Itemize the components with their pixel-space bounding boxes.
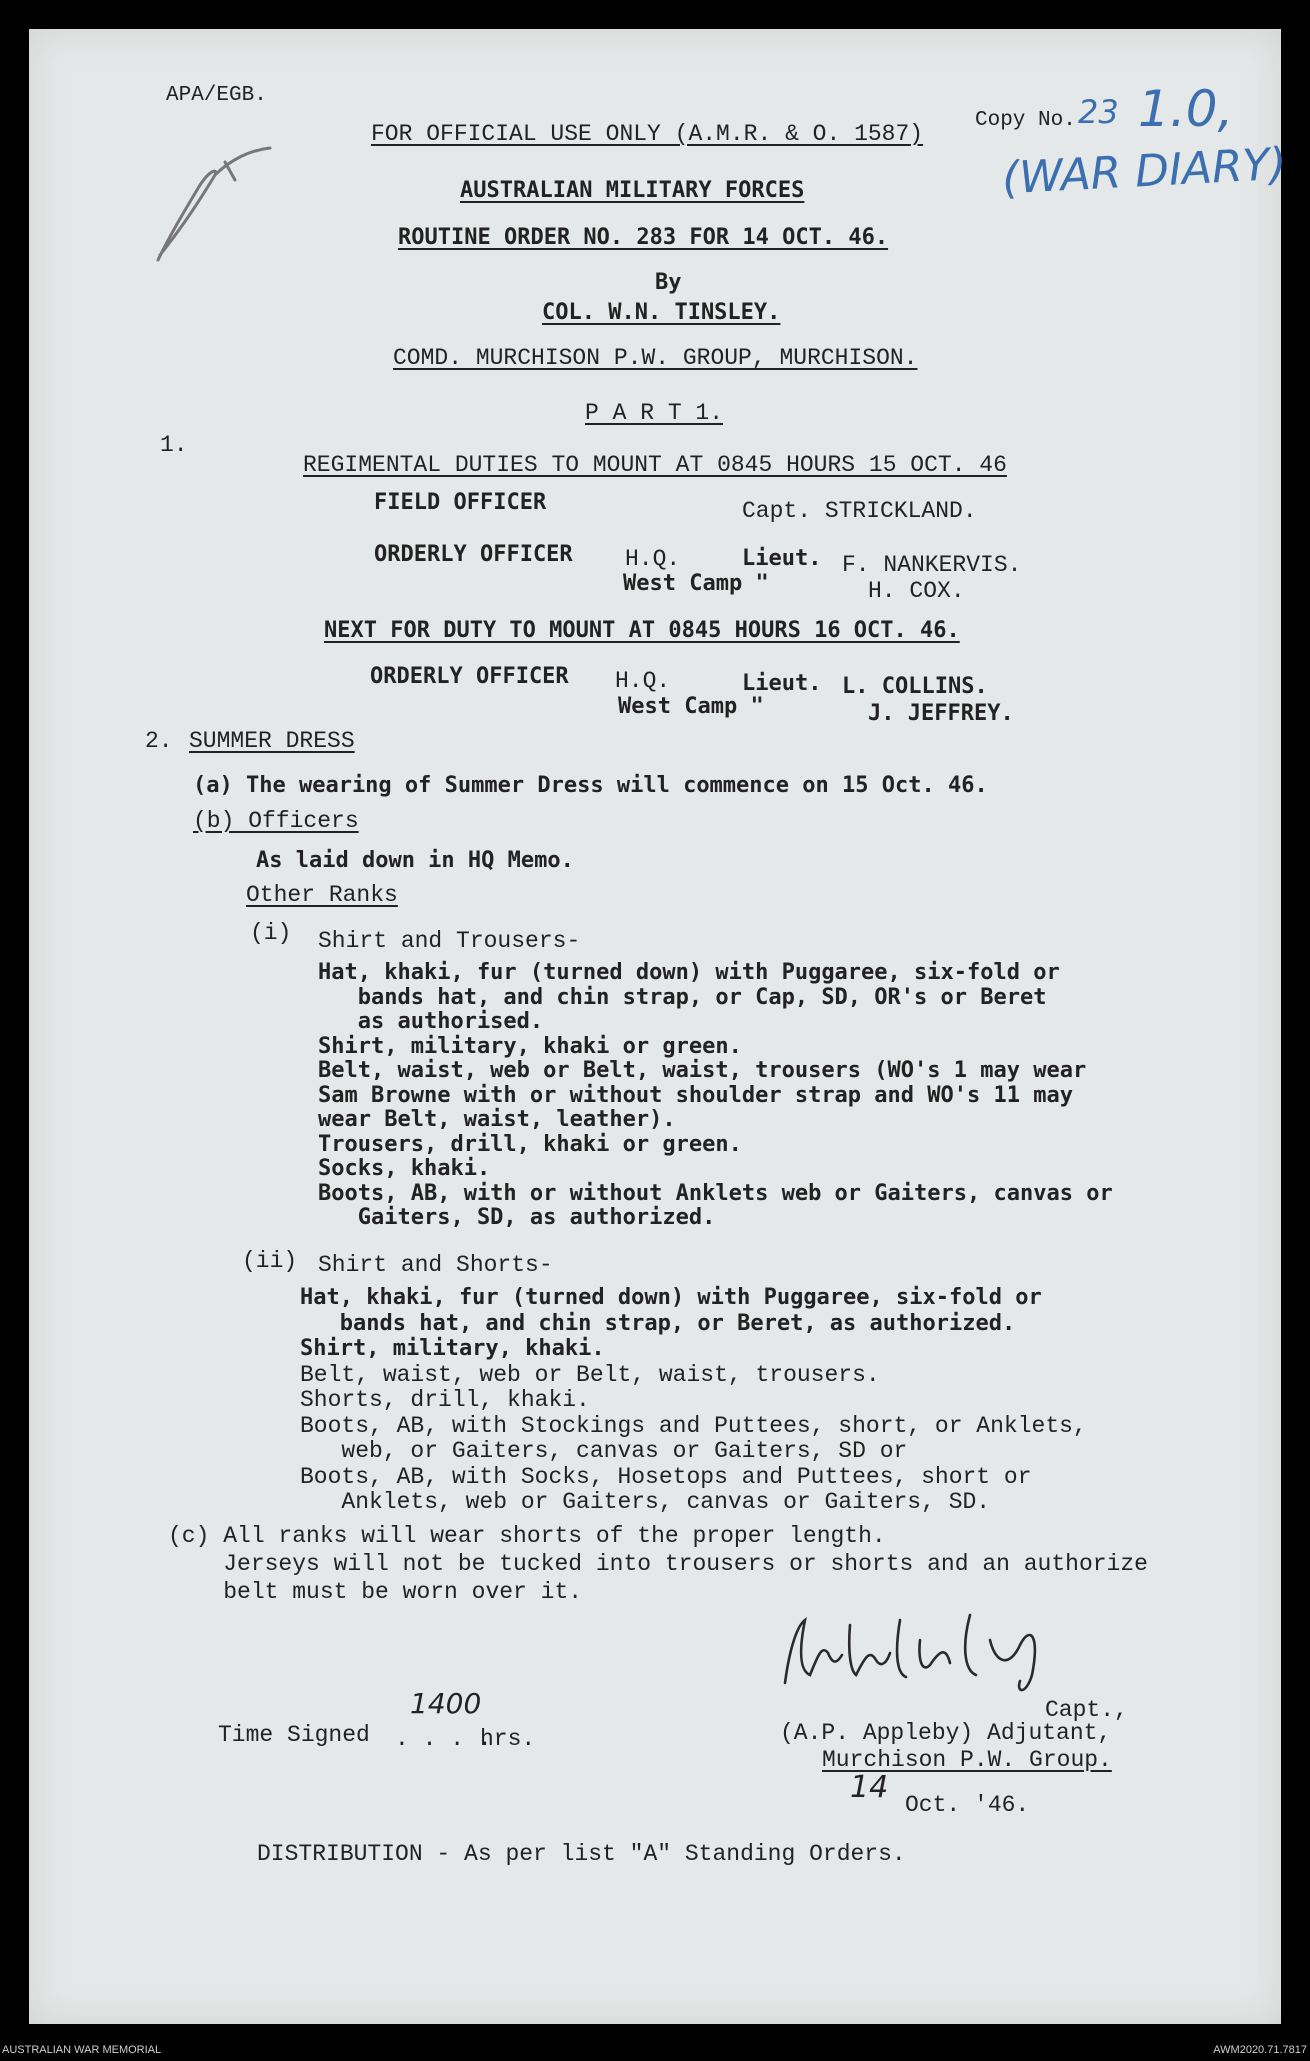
list-line: Sam Browne with or without shoulder strap and WO's 11 may (318, 1082, 1073, 1108)
item-c (168, 1525, 1248, 1615)
field-officer-name: Capt. STRICKLAND. (742, 498, 977, 524)
adjutant-signature (770, 1605, 1080, 1695)
list-line: Shorts, drill, khaki. (300, 1387, 590, 1413)
distribution-line: DISTRIBUTION - As per list "A" Standing Orders. (257, 1841, 906, 1867)
subitem-i-title: Shirt and Trousers- (318, 928, 581, 954)
official-use-heading: FOR OFFICIAL USE ONLY (A.M.R. & O. 1587) (371, 121, 924, 147)
list-line: Boots, AB, with Socks, Hosetops and Puttees, short or (300, 1463, 1032, 1490)
list-line: Trousers, drill, khaki or green. (318, 1131, 742, 1157)
next-lieut-label: Lieut. (742, 671, 822, 696)
next-hq-label: H.Q. (615, 668, 671, 694)
list-line: belt must be worn over it. (168, 1579, 583, 1605)
list-line: wear Belt, waist, leather). (318, 1107, 676, 1132)
hrs-label: hrs. (480, 1726, 536, 1752)
date-rest: Oct. '46. (905, 1792, 1030, 1818)
field-officer-label: FIELD OFFICER (374, 490, 547, 515)
subitem-ii-title: Shirt and Shorts- (318, 1252, 553, 1278)
list-line: Belt, waist, web or Belt, waist, trousers (WO's 1 may wear (318, 1058, 1087, 1083)
list-line: Belt, waist, web or Belt, waist, trousers. (300, 1361, 880, 1388)
list-line: Hat, khaki, fur (turned down) with Puggaree, six-fold or (318, 960, 1060, 985)
orderly-officer-1: F. NANKERVIS. (842, 552, 1022, 578)
list-line: bands hat, and chin strap, or Cap, SD, OR's or Beret (318, 984, 1047, 1010)
part-heading: P A R T 1. (585, 400, 724, 426)
capt-label: Capt., (1045, 1697, 1128, 1723)
duties-heading: REGIMENTAL DUTIES TO MOUNT AT 0845 HOURS 15 OCT. 46 (303, 452, 1007, 478)
routine-order-heading: ROUTINE ORDER NO. 283 FOR 14 OCT. 46. (398, 225, 889, 250)
adjutant-name: (A.P. Appleby) Adjutant, (780, 1720, 1112, 1746)
copy-label: Copy No. (975, 109, 1076, 132)
file-reference: APA/EGB. (166, 84, 267, 107)
by-label: By (655, 270, 682, 295)
next-orderly-officer-1: L. COLLINS. (842, 674, 988, 699)
hq-label: H.Q. (625, 546, 681, 572)
group-name: Murchison P.W. Group. (822, 1747, 1112, 1773)
commanding-officer: COL. W.N. TINSLEY. (542, 300, 781, 325)
archive-reference: AWM2020.71.7817 (1213, 2044, 1307, 2056)
subitem-i-list (318, 962, 1218, 1232)
list-line: Boots, AB, with or without Anklets web or Gaiters, canvas or (318, 1180, 1113, 1206)
summer-dress-heading: SUMMER DRESS (189, 728, 355, 754)
time-signed-label: Time Signed (218, 1722, 370, 1748)
lieut-label: Lieut. (742, 546, 822, 571)
archive-credit: AUSTRALIAN WAR MEMORIAL (2, 2044, 162, 2056)
list-line: Jerseys will not be tucked into trousers or shorts and an authorize (168, 1551, 1148, 1577)
forces-heading: AUSTRALIAN MILITARY FORCES (460, 178, 805, 203)
list-line: Hat, khaki, fur (turned down) with Puggaree, six-fold or (300, 1285, 1042, 1310)
subitem-ii-list (300, 1287, 1200, 1527)
section-1-number: 1. (160, 432, 188, 458)
list-line: Shirt, military, khaki. (300, 1336, 605, 1361)
copy-number-handwritten: 1.0, (1138, 80, 1234, 138)
list-line: Socks, khaki. (318, 1156, 491, 1181)
west-camp-label: West Camp " (623, 571, 769, 596)
list-line: Shirt, military, khaki or green. (318, 1033, 742, 1059)
pencil-mark (140, 140, 290, 270)
time-signed-dots: . . . . (395, 1726, 492, 1752)
list-line: web, or Gaiters, canvas or Gaiters, SD or (300, 1438, 908, 1464)
subitem-i-label: (i) (250, 920, 292, 946)
list-line: as authorised. (318, 1009, 544, 1034)
item-a: (a) The wearing of Summer Dress will commence on 15 Oct. 46. (193, 773, 988, 798)
command-heading: COMD. MURCHISON P.W. GROUP, MURCHISON. (393, 345, 918, 371)
orderly-officer-2: H. COX. (868, 578, 965, 604)
other-ranks-heading: Other Ranks (246, 882, 398, 908)
section-2-number: 2. (145, 728, 173, 754)
list-line: Gaiters, SD, as authorized. (318, 1205, 716, 1230)
officers-text: As laid down in HQ Memo. (256, 848, 574, 873)
date-day-handwritten: 14 (850, 1770, 889, 1805)
item-b-officers: (b) Officers (193, 808, 359, 834)
next-west-camp-label: West Camp " (618, 694, 764, 719)
subitem-ii-label: (ii) (242, 1248, 298, 1274)
next-duty-heading: NEXT FOR DUTY TO MOUNT AT 0845 HOURS 16 OCT. 46. (324, 618, 960, 643)
list-line: bands hat, and chin strap, or Beret, as authorized. (300, 1310, 1016, 1336)
list-line: Anklets, web or Gaiters, canvas or Gaiters, SD. (300, 1489, 991, 1515)
war-diary-annotation: (WAR DIARY) (1000, 138, 1288, 205)
orderly-officer-label: ORDERLY OFFICER (374, 542, 573, 567)
time-signed-handwritten: 1400 (410, 1687, 482, 1720)
next-orderly-officer-2: J. JEFFREY. (868, 701, 1014, 726)
copy-number: 23 (1078, 93, 1119, 131)
next-orderly-officer-label: ORDERLY OFFICER (370, 664, 569, 689)
list-line: (c) All ranks will wear shorts of the proper length. (168, 1523, 886, 1549)
list-line: Boots, AB, with Stockings and Puttees, short, or Anklets, (300, 1412, 1087, 1439)
